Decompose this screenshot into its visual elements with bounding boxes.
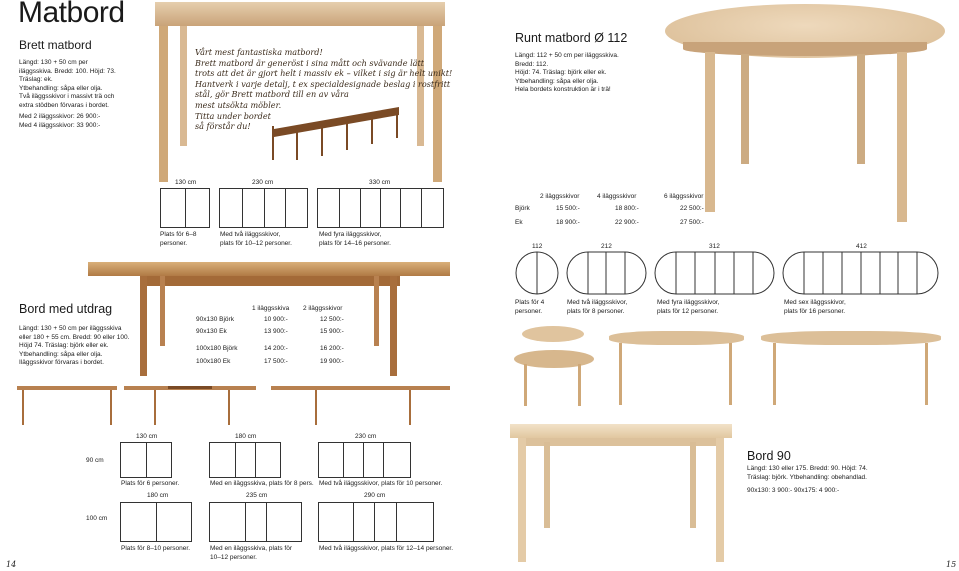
round-table-image — [665, 4, 945, 234]
runt-price-header-4: 4 iläggsskivor — [597, 193, 637, 200]
round-thumb-3 — [761, 331, 941, 407]
runt-heading: Runt matbord Ø 112 — [515, 31, 628, 45]
brett-heading: Brett matbord — [19, 38, 92, 52]
utdrag-thumb-3 — [271, 386, 450, 426]
runt-dim-312: 312 — [709, 243, 720, 250]
utdrag-price-header-1: 1 iläggsskiva — [252, 305, 290, 312]
row90-dim-3: 230 cm — [355, 433, 377, 440]
utdrag-thumb-1 — [17, 386, 117, 426]
catalog-title: Matbord — [18, 0, 125, 29]
row90-dim-2: 180 cm — [235, 433, 257, 440]
utdrag-heading: Bord med utdrag — [19, 302, 113, 316]
runt-caption-1: Plats för 4 personer. — [515, 299, 545, 315]
row90-caption-1: Plats för 6 personer. — [121, 480, 180, 487]
runt-price-table: Björk 15 500:- 18 800:- 22 500:- Ek 18 900:- 22 900:- 27 500:- — [515, 205, 704, 226]
brett-specs: Längd: 130 + 50 cm per iläggsskiva. Bredd: 100. Höjd: 73. Träslag: ek. Ytbehandling: såpa eller olja. Två iläggsskivor i massivt trä och extra stödben förvaras i bordet. — [19, 59, 116, 109]
brett-dim-330: 330 cm — [369, 179, 391, 186]
runt-dim-112: 112 — [532, 243, 543, 250]
bord90-specs: Längd: 130 eller 175. Bredd: 90. Höjd: 74. Träslag: björk. Ytbehandling: obehandlad. — [747, 465, 868, 481]
row90-diagram-2 — [209, 442, 281, 478]
round-thumb-open — [514, 326, 594, 408]
runt-caption-2: Med två iläggsskivor, plats för 8 personer. — [567, 299, 628, 315]
row90-label: 90 cm — [86, 457, 104, 464]
utdrag-thumb-2 — [124, 386, 256, 426]
row90-caption-2: Med en iläggsskiva, plats för 8 pers. — [210, 480, 314, 487]
round-thumb-2 — [609, 331, 744, 407]
bord90-prices: 90x130: 3 900:- 90x175: 4 900:- — [747, 487, 840, 494]
brett-dim-230: 230 cm — [252, 179, 274, 186]
page-number-left: 14 — [6, 560, 17, 569]
bord90-image — [510, 424, 732, 562]
brett-prices: Med 2 iläggsskivor: 26 900:- Med 4 iläggsskivor: 33 900:- — [19, 113, 101, 129]
brett-caption-3: Med fyra iläggsskivor, plats för 14–16 personer. — [319, 231, 391, 247]
utdrag-price-header-2: 2 iläggsskivor — [303, 305, 343, 312]
runt-dim-212: 212 — [601, 243, 612, 250]
runt-price-header-2: 2 iläggsskivor — [540, 193, 580, 200]
dining-set-photo — [266, 96, 406, 166]
row100-caption-2: Med en iläggsskiva, plats för 10–12 personer. — [210, 545, 293, 561]
row100-dim-2: 235 cm — [246, 492, 268, 499]
brett-quote: Vårt mest fantastiska matbord! Brett matbord är generöst i sina mått och svävande lätt trots att det är gjort helt i massiv ek – vilket i sig är helt unikt! Hantverk i varje detalj, t ex specialdesignade beslag i rostfritt stål, gör Brett matbord till en av våra mest utsökta möbler. Titta under bordet så förstår du! — [195, 47, 453, 132]
brett-caption-2: Med två iläggsskivor, plats för 10–12 personer. — [220, 231, 292, 247]
round-table-diagrams — [510, 250, 950, 296]
runt-dim-412: 412 — [856, 243, 867, 250]
utdrag-price-table: 90x130 Björk 10 900:- 12 500:- 90x130 Ek 13 900:- 15 900:- 100x180 Björk 14 200:- 16 200:- 100x180 Ek 17 500:- 19 900:- — [196, 316, 344, 365]
row100-diagram-2 — [209, 502, 302, 542]
row100-caption-1: Plats för 8–10 personer. — [121, 545, 191, 552]
row100-label: 100 cm — [86, 515, 108, 522]
row90-dim-1: 130 cm — [136, 433, 158, 440]
brett-dim-130: 130 cm — [175, 179, 197, 186]
row100-diagram-3 — [318, 502, 434, 542]
runt-caption-4: Med sex iläggsskivor, plats för 16 personer. — [784, 299, 846, 315]
row100-dim-3: 290 cm — [364, 492, 386, 499]
bord90-heading: Bord 90 — [747, 449, 791, 463]
row100-caption-3: Med två iläggsskivor, plats för 12–14 personer. — [319, 545, 454, 552]
row100-dim-1: 180 cm — [147, 492, 169, 499]
row90-caption-3: Med två iläggsskivor, plats för 10 personer. — [319, 480, 443, 487]
runt-price-header-6: 6 iläggsskivor — [664, 193, 704, 200]
runt-specs: Längd: 112 + 50 cm per iläggsskiva. Bredd: 112. Höjd: 74. Träslag: björk eller ek. Ytbehandling: såpa eller olja. Hela bordets konstruktion är i trä! — [515, 52, 619, 94]
row90-diagram-3 — [318, 442, 411, 478]
runt-caption-3: Med fyra iläggsskivor, plats för 12 personer. — [657, 299, 720, 315]
brett-caption-1: Plats för 6–8 personer. — [160, 231, 197, 247]
page-number-right: 15 — [946, 560, 957, 569]
utdrag-specs: Längd: 130 + 50 cm per iläggsskiva eller 180 + 55 cm. Bredd: 90 eller 100. Höjd 74. Träslag: björk eller ek. Ytbehandling: såpa eller olja. Iläggsskivor förvaras i bordet. — [19, 325, 130, 367]
